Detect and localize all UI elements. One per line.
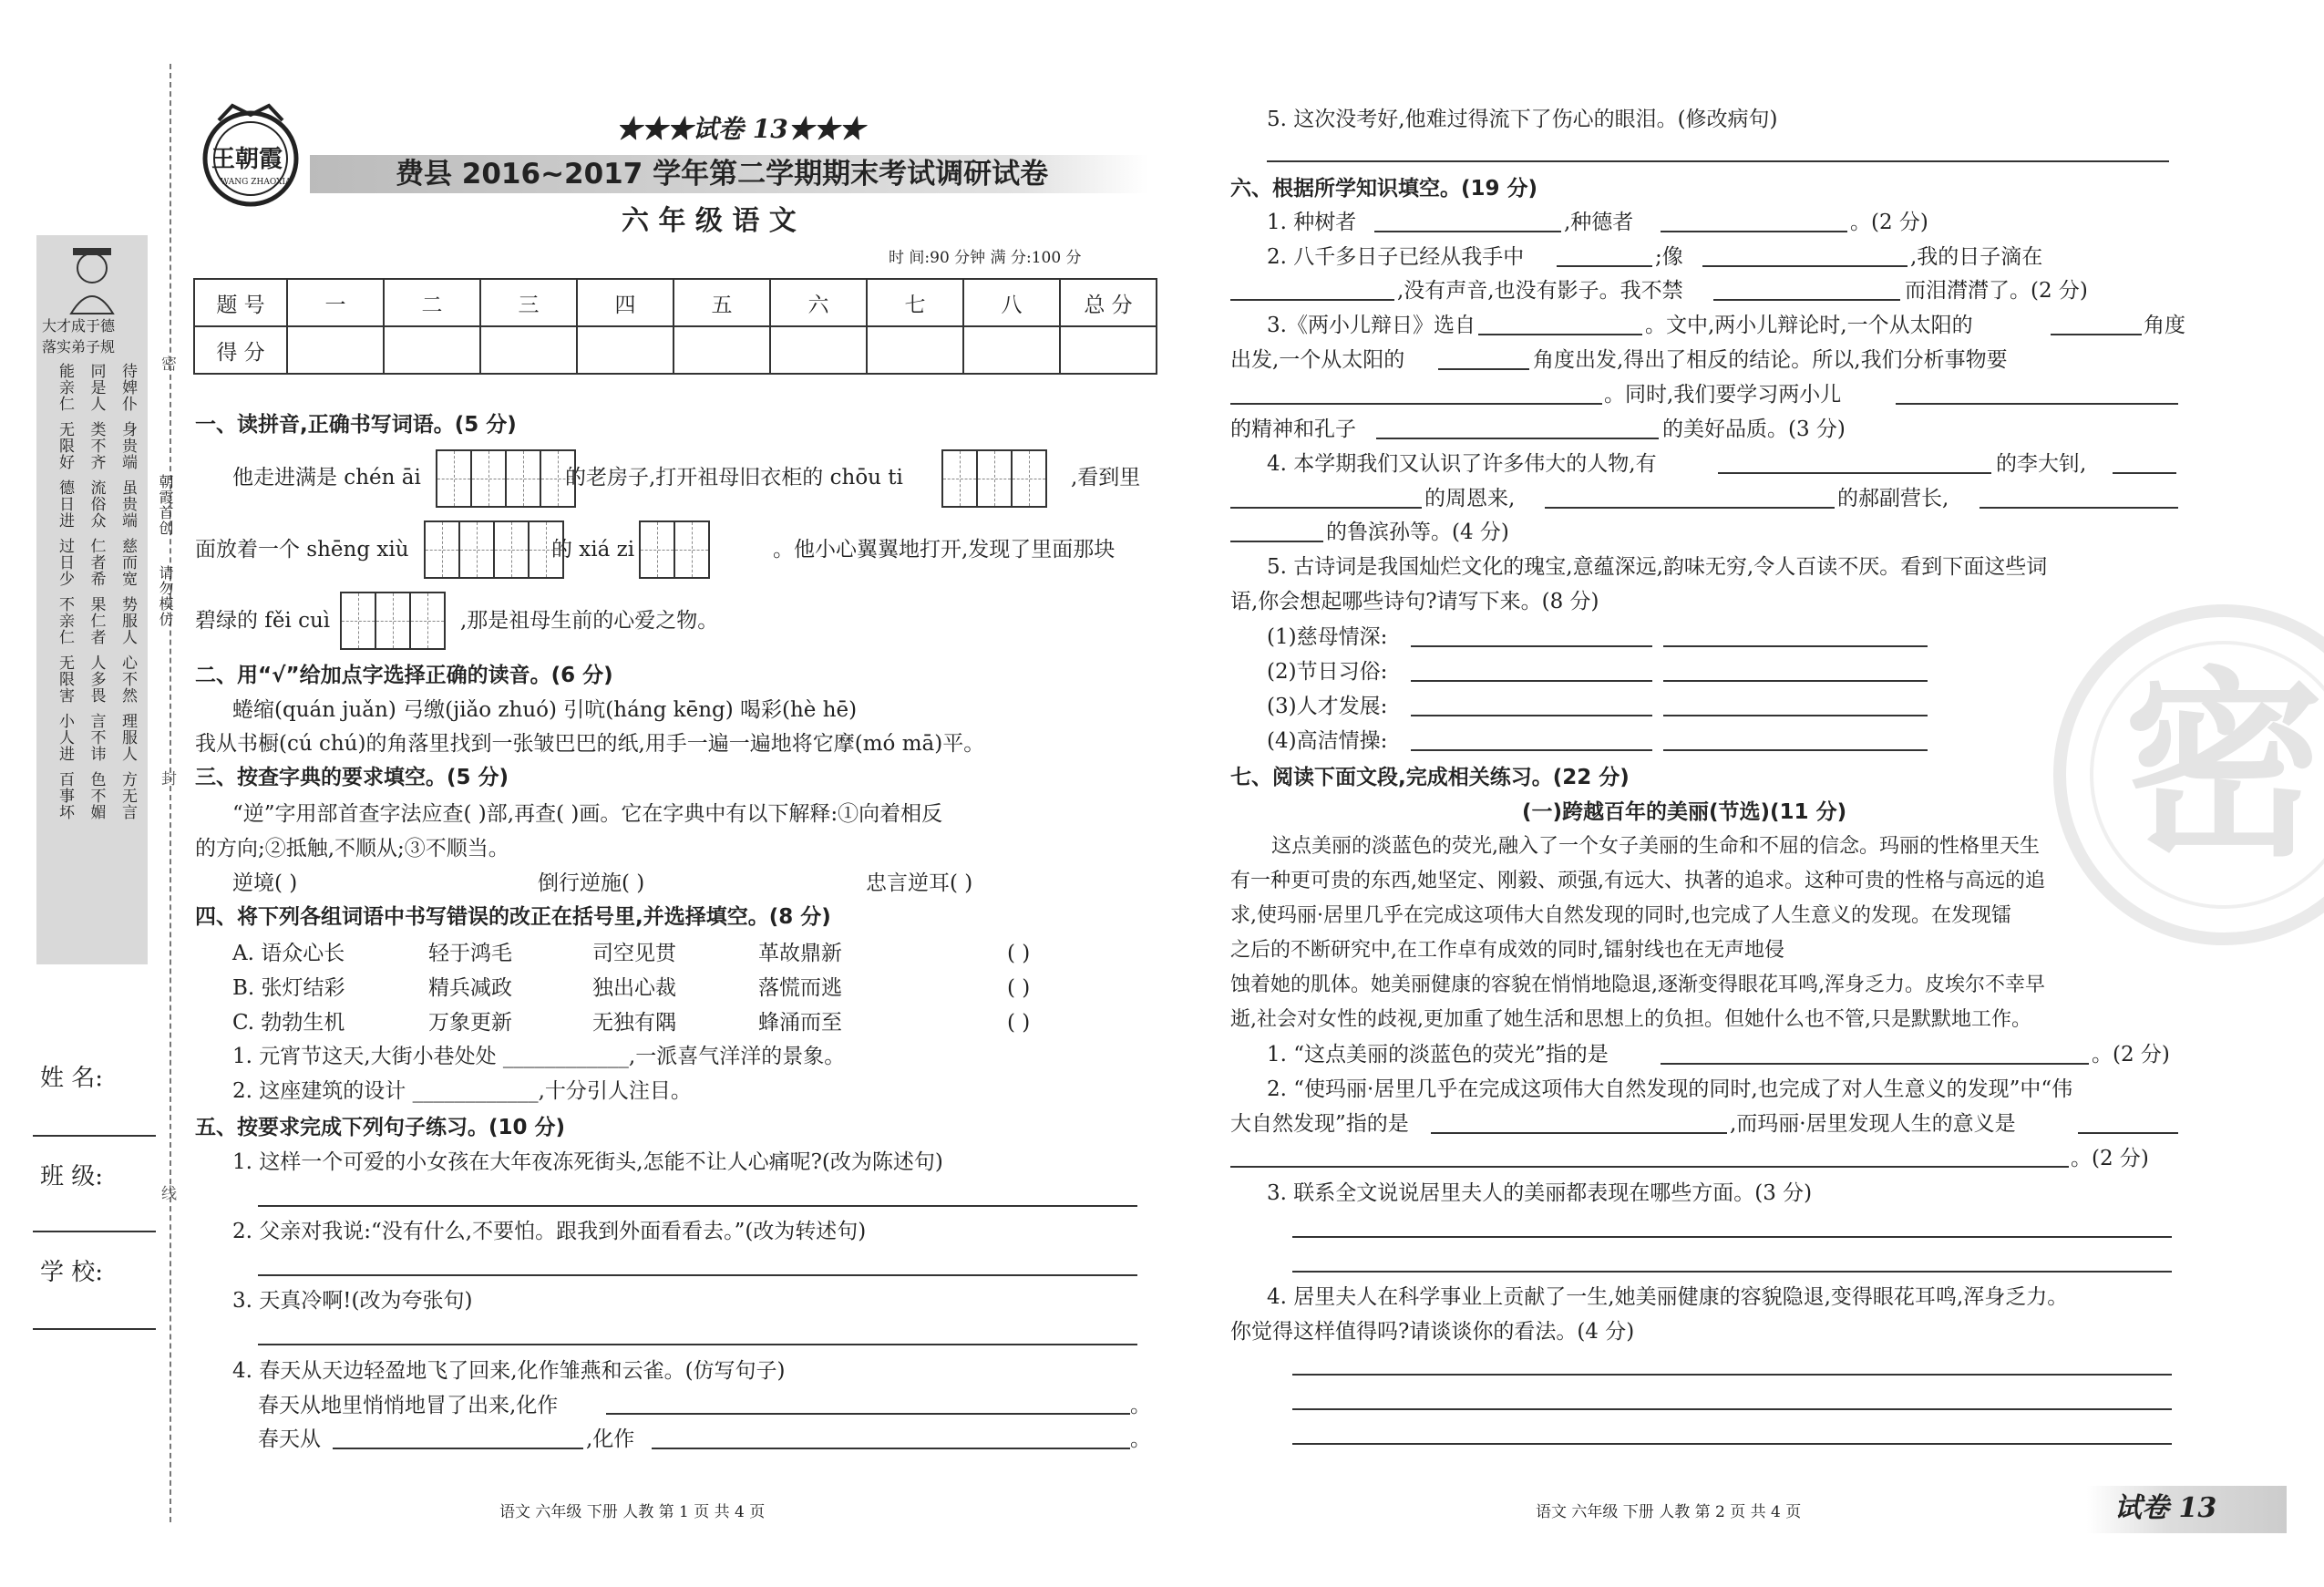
motto-col: 心不然 [118,654,137,704]
s4-word: 蜂涌而至 [758,1011,842,1035]
s5-end: 。 [1130,1427,1151,1451]
answer-line[interactable] [1661,1063,2089,1065]
motto-line-1: 大才成于德 [42,317,116,335]
score-header: 五 [674,279,770,326]
s5-text: 春天从 [258,1427,321,1451]
s6-text: ;像 [1655,245,1683,269]
pinyin-answer-boxes[interactable] [943,449,1047,508]
score-cell[interactable] [384,326,480,374]
answer-line[interactable] [1663,680,1928,682]
s4-answer-paren[interactable]: ( ) [1007,1011,1031,1035]
pinyin-answer-boxes[interactable] [342,592,446,650]
section-1-heading: 一、读拼音,正确书写词语。(5 分) [195,413,517,437]
motto-columns [53,363,139,820]
answer-line[interactable] [1230,403,1602,405]
motto-col: 同是人 [87,363,106,412]
score-cell[interactable] [674,326,770,374]
answer-line[interactable] [258,1274,1137,1276]
q5-question: 5. 这次没考好,他难过得流下了伤心的眼泪。(修改病句) [1267,108,1778,131]
answer-line[interactable] [1661,231,1847,232]
s7-question: 。(2 分) [2071,1147,2149,1170]
s4-answer-paren[interactable]: ( ) [1007,976,1031,1000]
section-7-heading: 七、阅读下面文段,完成相关练习。(22 分) [1230,766,1630,789]
class-field[interactable] [33,1231,156,1232]
s3-text: “逆”字用部首查字法应查( )部,再查( )画。它在字典中有以下解释:①向着相反 [232,802,943,826]
s6-text: 5. 古诗词是我国灿烂文化的瑰宝,意蕴深远,韵味无穷,令人百读不厌。看到下面这些词 [1267,555,2048,579]
motto-col: 理服人 [118,713,137,762]
name-field[interactable] [33,1135,156,1137]
answer-line[interactable] [1292,1408,2172,1410]
s7-question: 2. “使玛丽·居里几乎在完成这项伟大自然发现的同时,也完成了对人生意义的发现”中“伟 [1267,1077,2073,1101]
s3-item: 逆境( ) [232,871,298,895]
pinyin-answer-boxes[interactable] [437,449,576,508]
exam-title: 费县 2016~2017 学年第二学期期末考试调研试卷 [396,158,1049,191]
s6-text: 3.《两小儿辩日》选自 [1267,314,1476,337]
school-label: 学 校: [40,1259,104,1286]
s4-word: C. 勃勃生机 [232,1011,345,1035]
motto-col: 能亲仁 [56,363,74,412]
passage-line: 逝,社会对女性的歧视,更加重了她生活和思想上的负担。但她什么也不管,只是默默地工作。 [1230,1008,2031,1031]
motto-col: 不亲仁 [56,596,74,645]
s4-word: 独出心裁 [592,976,676,1000]
sealed-mark: 密 [158,356,176,372]
answer-line[interactable] [1230,1166,2069,1168]
motto-col: 流俗众 [87,479,106,529]
s5-question: 3. 天真冷啊!(改为夸张句) [232,1289,473,1313]
time-info: 时 间:90 分钟 满 分:100 分 [889,249,1082,267]
answer-line[interactable] [1557,265,1652,267]
score-cell[interactable] [577,326,674,374]
answer-line[interactable] [1267,160,2169,162]
answer-line[interactable] [2051,334,2142,335]
answer-line[interactable] [1713,299,1900,301]
score-header: 六 [770,279,867,326]
s1-text: ,那是祖母生前的心爱之物。 [460,609,719,633]
score-row-label: 得 分 [194,326,287,374]
poem-prompt: (2)节日习俗: [1267,660,1388,684]
score-header: 三 [480,279,577,326]
score-header: 七 [867,279,963,326]
s1-text: 的老房子,打开祖母旧衣柜的 chōu ti [565,466,903,489]
poem-prompt: (3)人才发展: [1267,695,1388,718]
s4-answer-paren[interactable]: ( ) [1007,942,1031,965]
s6-text: 的鲁滨孙等。(4 分) [1326,520,1509,544]
answer-line[interactable] [258,1344,1137,1345]
passage-line: 有一种更可贵的东西,她坚定、刚毅、顽强,有远大、执著的追求。这种可贵的性格与高远的追 [1230,870,2045,892]
motto-col: 类不齐 [87,421,106,470]
s7-question: 大自然发现”指的是 [1230,1112,1409,1136]
score-header: 二 [384,279,480,326]
confidential-watermark: 密 [2123,647,2324,883]
s6-text: 的美好品质。(3 分) [1662,417,1846,441]
answer-line[interactable] [1292,1271,2172,1273]
motto-col: 色不媚 [87,771,106,820]
s1-text: 的 xiá zi [551,538,635,562]
s4-word: 无独有隅 [592,1011,676,1035]
score-cell[interactable] [867,326,963,374]
s6-text: 。同时,我们要学习两小儿 [1604,383,1842,407]
answer-line[interactable] [1663,749,1928,751]
answer-line[interactable] [1438,368,1529,370]
s4-word: 革故鼎新 [758,942,842,965]
answer-line[interactable] [1663,715,1928,716]
s4-question: 2. 这座建筑的设计 ____________,十分引人注目。 [232,1079,692,1103]
answer-line[interactable] [1896,403,2178,405]
answer-line[interactable] [1718,472,1991,474]
scholar-figure-icon [60,242,124,315]
subject-title: 六 年 级 语 文 [622,205,797,237]
answer-line[interactable] [1411,680,1652,682]
s5-question: 4. 春天从天边轻盈地飞了回来,化作雏燕和云雀。(仿写句子) [232,1359,786,1383]
motto-col: 小人进 [56,713,74,762]
s6-text: 的周恩来, [1424,487,1516,510]
score-table [193,278,1157,375]
motto-col: 果仁者 [87,596,106,645]
s6-text: 角度 [2144,314,2185,337]
s6-text: 的郝副营长, [1837,487,1949,510]
s7-question: ,而玛丽·居里发现人生的意义是 [1730,1112,2016,1136]
s4-word: A. 语众心长 [232,942,345,965]
s5-text: ,化作 [586,1427,635,1451]
score-header: 八 [963,279,1060,326]
s6-text: 语,你会想起哪些诗句?请写下来。(8 分) [1230,590,1599,613]
s5-text: 春天从地里悄悄地冒了出来,化作 [258,1394,559,1417]
section-5-heading: 五、按要求完成下列句子练习。(10 分) [195,1116,566,1139]
name-label: 姓 名: [40,1065,104,1092]
sealed-mark: 线 [158,1185,176,1201]
s6-text: 。(2 分) [1850,211,1928,234]
motto-line-2: 落实弟子规 [42,338,116,356]
s6-text: 而泪潸潸了。(2 分) [1905,279,2088,303]
score-header: 一 [287,279,384,326]
motto-col: 人多畏 [87,654,106,704]
answer-line[interactable] [1292,1443,2172,1445]
reading-subtitle: (一)跨越百年的美丽(节选)(11 分) [1522,800,1847,824]
answer-line[interactable] [1230,299,1394,301]
answer-line[interactable] [1376,438,1659,439]
s7-question: 4. 居里夫人在科学事业上贡献了一生,她美丽健康的容貌隐退,变得眼花耳鸣,浑身乏力。 [1267,1285,2069,1309]
score-cell[interactable] [770,326,867,374]
motto-col: 势服人 [118,596,137,645]
s1-text: 他走进满是 chén āi [232,466,421,489]
answer-line[interactable] [1411,645,1652,647]
motto-col: 方无言 [118,771,137,820]
answer-line[interactable] [1431,1132,1727,1134]
motto-col: 言不讳 [87,713,106,762]
s6-text: 2. 八千多日子已经从我手中 [1267,245,1525,269]
s6-text: 的李大钊, [1996,452,2087,476]
page-footer: 语文 六年级 下册 人教 第 2 页 共 4 页 [1536,1503,1802,1521]
logo-text: 王朝霞 [211,146,283,173]
passage-line: 蚀着她的肌体。她美丽健康的容貌在悄悄地隐退,逐渐变得眼花耳鸣,浑身乏力。皮埃尔不幸早 [1230,974,2045,996]
s5-question: 2. 父亲对我说:“没有什么,不要怕。跟我到外面看看去。”(改为转述句) [232,1220,867,1243]
answer-line[interactable] [1478,334,1642,335]
logo-subtext: WANG ZHAOXIA [221,178,292,187]
pinyin-answer-boxes[interactable] [641,520,710,579]
answer-line[interactable] [1545,507,1835,509]
answer-line[interactable] [2113,472,2176,474]
s7-question: 3. 联系全文说说居里夫人的美丽都表现在哪些方面。(3 分) [1267,1181,1813,1205]
s5-question: 1. 这样一个可爱的小女孩在大年夜冻死街头,怎能不让人心痛呢?(改为陈述句) [232,1150,943,1174]
s4-word: B. 张灯结彩 [232,976,345,1000]
s2-text: 我从书橱(cú chú)的角落里找到一张皱巴巴的纸,用手一遍一遍地将它摩(mó mā)平。 [195,732,985,756]
motto-col: 待婢仆 [118,363,137,412]
s6-text: 4. 本学期我们又认识了许多伟大的人物,有 [1267,452,1657,476]
motto-sidebar [36,235,148,964]
section-4-heading: 四、将下列各组词语中书写错误的改正在括号里,并选择填空。(8 分) [195,905,831,929]
section-2-heading: 二、用“√”给加点字选择正确的读音。(6 分) [195,664,613,687]
s6-text: ,没有声音,也没有影子。我不禁 [1397,279,1683,303]
section-3-heading: 三、按查字典的要求填空。(5 分) [195,766,509,789]
motto-col: 虽贵端 [118,479,137,529]
passage-line: 求,使玛丽·居里几乎在完成这项伟大自然发现的同时,也完成了人生意义的发现。在发现镭 [1230,904,2011,927]
motto-col: 无限好 [56,421,74,470]
s1-text: 面放着一个 shēng xiù [195,538,409,562]
motto-col: 慈而宽 [118,538,137,587]
s4-word: 落慌而逃 [758,976,842,1000]
score-cell[interactable] [963,326,1060,374]
motto-col: 仁者希 [87,538,106,587]
s4-word: 精兵减政 [428,976,512,1000]
s4-word: 轻于鸿毛 [428,942,512,965]
s7-question: 1. “这点美丽的淡蓝色的荧光”指的是 [1267,1043,1609,1067]
side-note: 请勿模仿 [157,565,174,627]
score-header: 四 [577,279,674,326]
pinyin-answer-boxes[interactable] [426,520,564,579]
motto-col: 无限害 [56,654,74,704]
s1-text: 碧绿的 fěi cuì [195,609,331,633]
s2-text: 蜷缩(quán juǎn) 弓缴(jiǎo zhuó) 引吭(háng kēng) 喝彩(hè hē) [232,698,858,722]
s5-end: 。 [1130,1394,1151,1417]
s6-text: 1. 种树者 [1267,211,1357,234]
s6-text: 角度出发,得出了相反的结论。所以,我们分析事物要 [1533,348,2008,372]
poem-prompt: (1)慈母情深: [1267,625,1388,649]
s3-item: 忠言逆耳( ) [866,871,973,895]
exam-series: ★★★试卷 13★★★ [616,114,865,144]
answer-line[interactable] [258,1205,1137,1207]
s1-text: 。他小心翼翼地打开,发现了里面那块 [773,538,1116,562]
answer-line[interactable] [1411,749,1652,751]
s4-question: 1. 元宵节这天,大街小巷处处 ____________,一派喜气洋洋的景象。 [232,1045,846,1068]
score-header: 总 分 [1060,279,1157,326]
s3-item: 倒行逆施( ) [538,871,645,895]
answer-line[interactable] [1230,507,1422,509]
s1-text: ,看到里 [1071,466,1141,489]
s3-text: 的方向;②抵触,不顺从;③不顺当。 [195,837,509,860]
class-label: 班 级: [40,1163,104,1190]
s6-text: ,我的日子滴在 [1910,245,2043,269]
s6-text: ,种德者 [1564,211,1634,234]
school-field[interactable] [33,1328,156,1330]
page-footer: 语文 六年级 下册 人教 第 1 页 共 4 页 [499,1503,766,1521]
seal-cut-line [170,64,171,1522]
s6-text: 。文中,两小儿辩论时,一个从太阳的 [1645,314,1973,337]
s4-word: 司空见贯 [592,942,676,965]
motto-col: 身贵端 [118,421,137,470]
answer-line[interactable] [1292,1374,2172,1376]
s6-text: 的精神和孔子 [1230,417,1356,441]
poem-prompt: (4)高洁情操: [1267,729,1388,753]
answer-line[interactable] [606,1413,1130,1415]
answer-line[interactable] [333,1448,583,1449]
s4-word: 万象更新 [428,1011,512,1035]
answer-line[interactable] [2078,1132,2178,1134]
answer-line[interactable] [1230,541,1323,542]
answer-line[interactable] [1374,231,1561,232]
answer-line[interactable] [1663,645,1928,647]
s7-question: 。(2 分) [2092,1043,2170,1067]
answer-line[interactable] [1702,265,1908,267]
score-cell[interactable] [1060,326,1157,374]
section-6-heading: 六、根据所学知识填空。(19 分) [1230,177,1538,201]
motto-col: 德日进 [56,479,74,529]
side-note: 朝霞首创 [157,474,174,536]
sealed-mark: 封 [158,770,176,787]
passage-line: 这点美丽的淡蓝色的荧光,融入了一个女子美丽的生命和不屈的信念。玛丽的性格里天生 [1271,835,2040,858]
motto-col: 百事坏 [56,771,74,820]
score-cell[interactable] [480,326,577,374]
answer-line[interactable] [652,1448,1130,1449]
score-cell[interactable] [287,326,384,374]
motto-col: 过日少 [56,538,74,587]
score-header: 题 号 [194,279,287,326]
answer-line[interactable] [1980,507,2178,509]
passage-line: 之后的不断研究中,在工作卓有成效的同时,镭射线也在无声地侵 [1230,939,1784,962]
answer-line[interactable] [1411,715,1652,716]
answer-line[interactable] [1292,1236,2172,1238]
s7-question: 你觉得这样值得吗?请谈谈你的看法。(4 分) [1230,1320,1635,1344]
s6-text: 出发,一个从太阳的 [1230,348,1405,372]
corner-label: 试卷 13 [2114,1492,2217,1524]
